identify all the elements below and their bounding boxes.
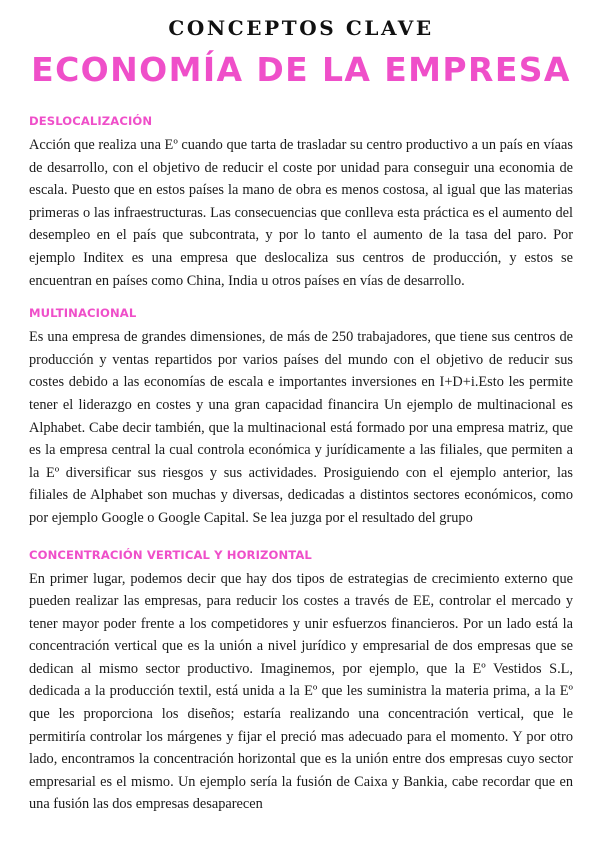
section-heading: MULTINACIONAL (29, 306, 137, 321)
section-heading: DESLOCALIZACIÓN (29, 114, 153, 128)
section-multinacional (29, 304, 573, 529)
section-body: Es una empresa de grandes dimensiones, de más de 250 trabajadores, que tiene sus centros de producción y ventas repartidos por varios países del mundo con el objetivo de reducir sus costes debido a las economías de escala e importantes inversiones en I+D+i.Esto les permite tener el liderazgo en costes y una gran capacidad financira Un ejemplo de multinacional es Alphabet. Cabe decir también, que la multinacional está formado por una empresa matriz, que es la empresa central la cual controla económica y jurídicamente a las filiales, que permiten a la Eº diversificar sus riesgos y sus actividades. Prosiguiendo con el ejemplo anterior, las filiales de Alphabet son muchas y diversas, dedicadas a distintos sectores económicos, como por ejemplo Google o Google Capital. Se lea juzga por el resultado del grupo (29, 329, 573, 526)
section-body: Acción que realiza una Eº cuando que tarta de trasladar su centro productivo a un país en víaas de desarrollo, con el objetivo de reducir el coste por unidad para conseguir una economia de escala. Puesto que en estos países la mano de obra es menos costosa, al igual que las materias primeras o las infraestructuras. Las consecuencias que conlleva esta práctica es el aumento del desempleo en el país que subcontrata, y por lo tanto el aumento de la tasa del paro. Por ejemplo Inditex es una empresa que deslocaliza sus centros de producción, y estos se encuentran en países como China, India u otros países en vías de desarrollo. (29, 137, 573, 289)
section-concentracion (29, 546, 573, 817)
section-body: En primer lugar, podemos decir que hay dos tipos de estrategias de crecimiento externo que pueden realizar las empresas, para reducir los costes a través de EE, controlar el mercado y tener mayor poder frente a los competidores y unir esfuerzos financieros. Por un lado está la concentración vertical que es la unión a nivel jurídico y empresarial de dos empresas que se dedican al mismo sector productivo. Imaginemos, por ejemplo, que la Eº Vestidos S.L, dedicada a la producción textil, está unida a la Eº que les suministra la materia prima, a la Eº que les proporciona los diseños; estaría realizando una concentración vertical, que le permitiría controlar los márgenes y fijar el preció mas adecuado para el momento. Y por otro lado, encontramos la concentración horizontal que es la unión entre dos empresas cuyo sector empresarial es el mismo. Un ejemplo sería la fusión de Caixa y Bankia, cabe recordar que en una fusión las dos empresas desaparecen (29, 570, 573, 813)
document-title: ECONOMÍA DE LA EMPRESA (31, 50, 571, 89)
section-heading: CONCENTRACIÓN VERTICAL Y HORIZONTAL (29, 547, 312, 562)
page-heading: CONCEPTOS CLAVE (168, 16, 434, 40)
section-deslocalizacion (29, 112, 573, 292)
